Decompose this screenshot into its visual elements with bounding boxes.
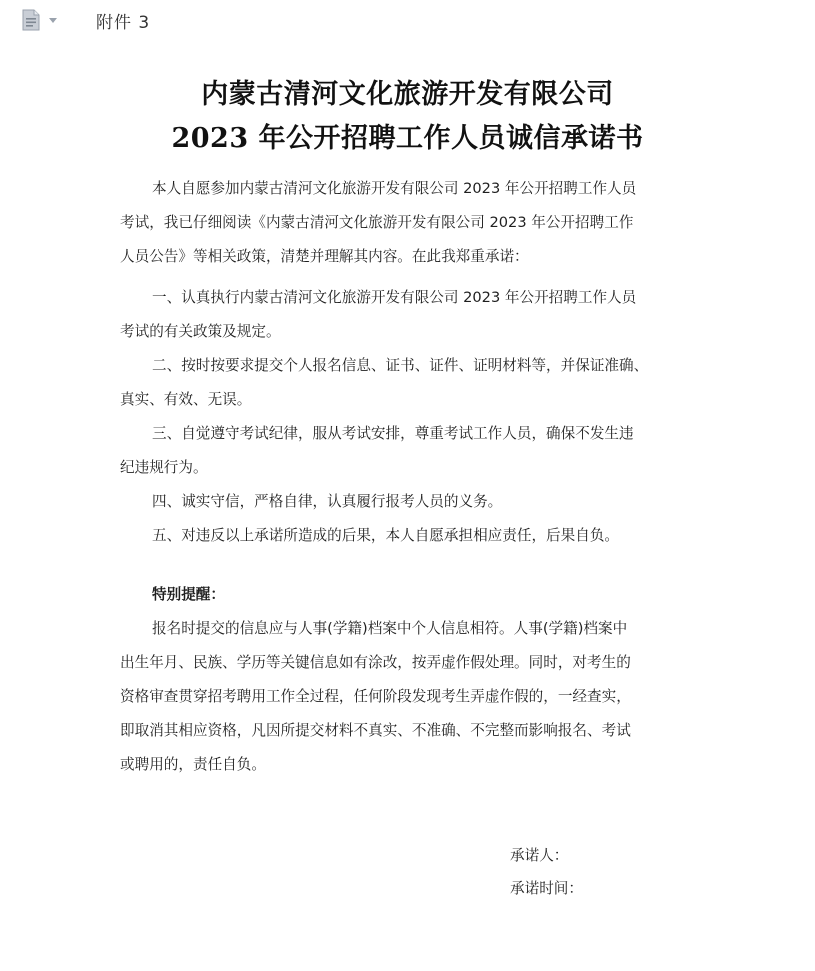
intro-paragraph — [120, 172, 705, 274]
commitment-item-1: 一、认真执行内蒙古清河文化旅游开发有限公司 2023 年公开招聘工作人员 — [152, 289, 637, 306]
document-icon[interactable] — [22, 9, 40, 31]
page-title-line-2: 2023 年公开招聘工作人员诚信承诺书 — [171, 123, 644, 154]
chevron-down-icon[interactable] — [49, 18, 57, 24]
intro-line: 本人自愿参加内蒙古清河文化旅游开发有限公司 2023 年公开招聘工作人员 — [152, 180, 637, 197]
special-reminder — [120, 578, 705, 782]
commitment-item-4: 四、诚实守信，严格自律，认真履行报考人员的义务。 — [152, 493, 503, 510]
commitment-item-2-cont: 真实、有效、无误。 — [120, 391, 252, 408]
reminder-line: 资格审查贯穿招考聘用工作全过程，任何阶段发现考生弄虚作假的，一经查实， — [120, 688, 631, 705]
page-title-line-1: 内蒙古清河文化旅游开发有限公司 — [201, 79, 614, 110]
document-toolbar — [0, 0, 815, 44]
promisor-label: 承诺人： — [510, 847, 569, 864]
commitment-item-1-cont: 考试的有关政策及规定。 — [120, 323, 281, 340]
attachment-label: 附件 3 — [96, 13, 151, 33]
intro-line: 考试，我已仔细阅读《内蒙古清河文化旅游开发有限公司 2023 年公开招聘工作 — [120, 214, 634, 231]
reminder-line: 即取消其相应资格，凡因所提交材料不真实、不准确、不完整而影响报名、考试 — [120, 722, 631, 739]
commitment-item-3-cont: 纪违规行为。 — [120, 459, 208, 476]
reminder-line: 报名时提交的信息应与人事(学籍)档案中个人信息相符。人事(学籍)档案中 — [152, 620, 628, 637]
commitment-list — [120, 281, 705, 553]
commitment-item-3: 三、自觉遵守考试纪律，服从考试安排，尊重考试工作人员，确保不发生违 — [152, 425, 634, 442]
intro-line: 人员公告》等相关政策，清楚并理解其内容。在此我郑重承诺： — [120, 248, 529, 265]
commitment-item-2: 二、按时按要求提交个人报名信息、证书、证件、证明材料等，并保证准确、 — [152, 357, 649, 374]
reminder-line: 出生年月、民族、学历等关键信息如有涂改，按弄虚作假处理。同时，对考生的 — [120, 654, 631, 671]
reminder-line: 或聘用的，责任自负。 — [120, 756, 266, 773]
promise-time-label: 承诺时间： — [510, 880, 583, 897]
commitment-item-5: 五、对违反以上承诺所造成的后果，本人自愿承担相应责任，后果自负。 — [152, 527, 620, 544]
reminder-heading: 特别提醒： — [152, 586, 225, 603]
